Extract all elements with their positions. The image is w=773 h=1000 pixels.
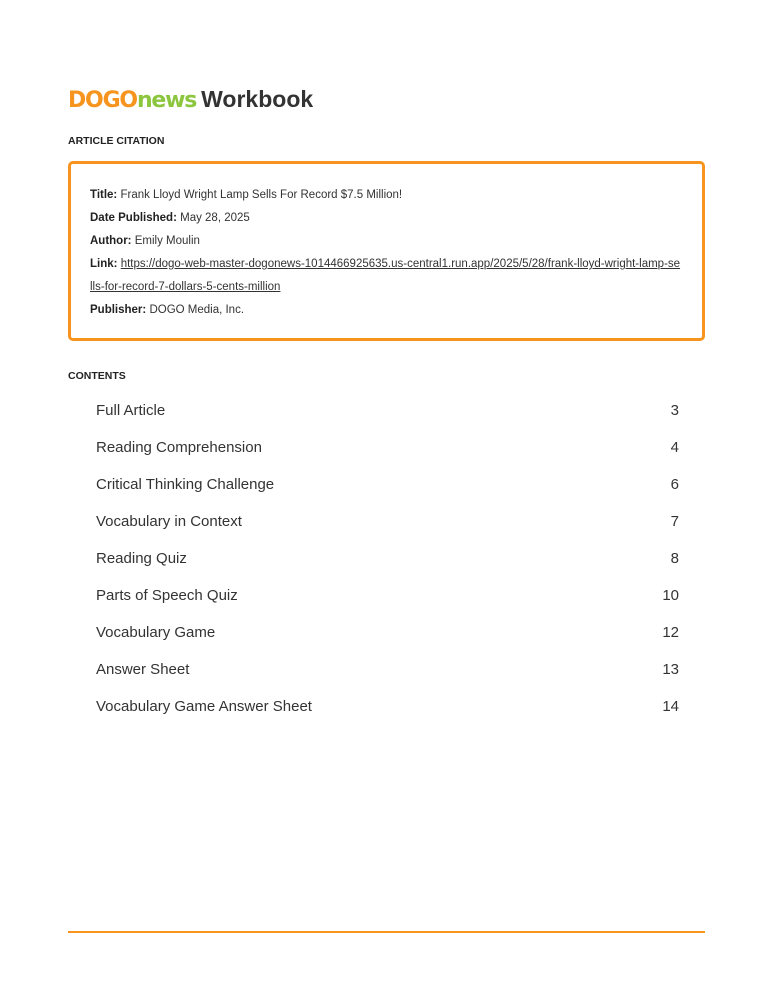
citation-title	[90, 184, 682, 207]
citation-link-key: Link:	[90, 258, 118, 270]
toc-item-label: Vocabulary Game Answer Sheet	[96, 698, 312, 715]
toc-item-label: Full Article	[96, 402, 166, 419]
toc-item[interactable]	[96, 651, 679, 688]
article-citation-heading: ARTICLE CITATION	[68, 135, 165, 147]
footer-divider	[68, 931, 705, 933]
toc-item[interactable]	[96, 466, 679, 503]
toc-item-page: 6	[670, 476, 679, 493]
toc-item-label: Vocabulary in Context	[96, 513, 242, 530]
citation-publisher-key: Publisher:	[90, 304, 147, 316]
toc-item-page: 12	[662, 624, 679, 641]
toc-item-page: 13	[662, 661, 679, 678]
citation-author	[90, 230, 682, 253]
toc-item-page: 4	[670, 439, 679, 456]
table-of-contents	[96, 392, 679, 725]
page-title: Workbook	[201, 86, 314, 112]
citation-link-url[interactable]: https://dogo-web-master-dogonews-1014466925635.us-central1.run.app/2025/5/28/frank-lloyd-wright-lamp-sells-for-record-7-dollars-5-cents-million	[90, 258, 681, 293]
toc-item[interactable]	[96, 688, 679, 725]
toc-item[interactable]	[96, 540, 679, 577]
citation-date	[90, 207, 682, 230]
toc-item[interactable]	[96, 392, 679, 429]
contents-heading: CONTENTS	[68, 370, 126, 382]
logo-dogo-text: DOGO	[68, 88, 137, 113]
citation-date-value: May 28, 2025	[180, 212, 250, 224]
toc-item-label: Critical Thinking Challenge	[96, 476, 275, 493]
toc-item-label: Parts of Speech Quiz	[96, 587, 238, 604]
toc-item-label: Reading Comprehension	[96, 439, 262, 456]
toc-item-label: Vocabulary Game	[96, 624, 216, 641]
toc-item-page: 14	[662, 698, 679, 715]
toc-item[interactable]	[96, 577, 679, 614]
citation-date-key: Date Published:	[90, 212, 177, 224]
citation-author-key: Author:	[90, 235, 132, 247]
citation-publisher-value: DOGO Media, Inc.	[149, 304, 245, 316]
toc-item-label: Answer Sheet	[96, 661, 190, 678]
toc-item[interactable]	[96, 614, 679, 651]
toc-item[interactable]	[96, 429, 679, 466]
toc-item-page: 10	[662, 587, 679, 604]
toc-item-label: Reading Quiz	[96, 550, 187, 567]
citation-box	[68, 161, 705, 341]
citation-link	[90, 253, 682, 299]
toc-item[interactable]	[96, 503, 679, 540]
toc-item-page: 7	[670, 513, 679, 530]
citation-author-value: Emily Moulin	[134, 235, 200, 247]
toc-item-page: 8	[670, 550, 679, 567]
citation-title-value: Frank Lloyd Wright Lamp Sells For Record $7.5 Million!	[120, 189, 403, 201]
logo-news-text: news	[136, 88, 197, 113]
citation-publisher	[90, 299, 682, 322]
toc-item-page: 3	[670, 402, 679, 419]
workbook-header	[68, 86, 313, 116]
citation-title-key: Title:	[90, 189, 118, 201]
